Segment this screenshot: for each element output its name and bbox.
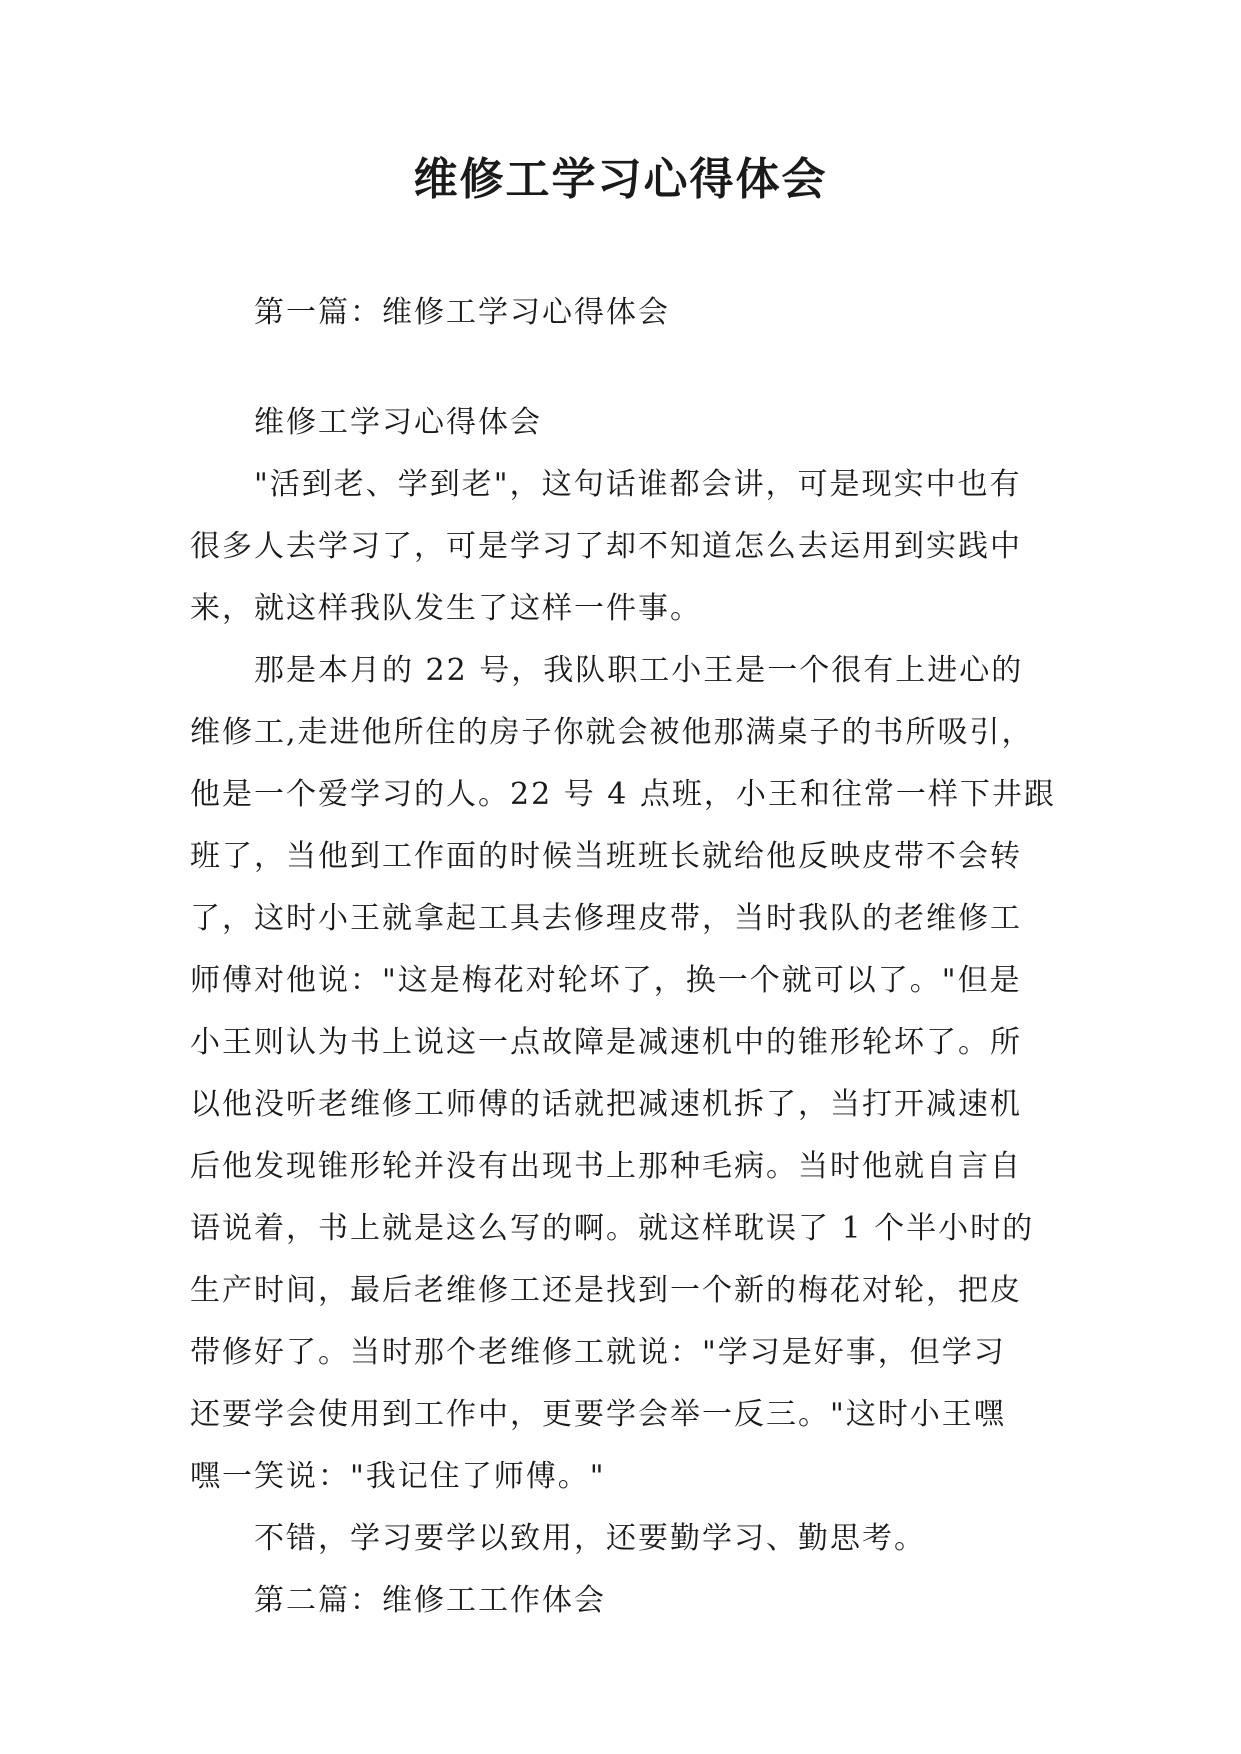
paragraph-line: 嘿一笑说："我记住了师傅。" [190, 1459, 606, 1494]
paragraph-line: 带修好了。当时那个老维修工就说："学习是好事，但学习 [190, 1335, 1006, 1370]
paragraph-line: 还要学会使用到工作中，更要学会举一反三。"这时小王嘿 [190, 1397, 1006, 1432]
document-body [190, 282, 1056, 1632]
paragraph-line: 班了，当他到工作面的时候当班班长就给他反映皮带不会转 [190, 839, 1022, 874]
paragraph-line: 维修工,走进他所住的房子你就会被他那满桌子的书所吸引， [190, 715, 1034, 750]
paragraph-2 [190, 640, 1056, 1508]
document-title: 维修工学习心得体会 [413, 154, 828, 205]
section2-heading: 第二篇：维修工工作体会 [254, 1583, 606, 1618]
article-subtitle: 维修工学习心得体会 [254, 405, 542, 440]
paragraph-line: "活到老、学到老"，这句话谁都会讲，可是现实中也有 [254, 467, 1022, 502]
paragraph-line: 来，就这样我队发生了这样一件事。 [190, 591, 702, 626]
paragraph-line: 师傅对他说："这是梅花对轮坏了，换一个就可以了。"但是 [190, 963, 1022, 998]
paragraph-line: 语说着，书上就是这么写的啊。就这样耽误了 1 个半小时的 [190, 1211, 1035, 1246]
spacer [190, 344, 1050, 392]
paragraph-1 [190, 454, 1050, 640]
paragraph-line: 小王则认为书上说这一点故障是减速机中的锥形轮坏了。所 [190, 1025, 1022, 1060]
paragraph-line: 他是一个爱学习的人。22 号 4 点班，小王和往常一样下井跟 [190, 777, 1056, 812]
paragraph-line: 了，这时小王就拿起工具去修理皮带，当时我队的老维修工 [190, 901, 1022, 936]
paragraph-line: 那是本月的 22 号，我队职工小王是一个很有上进心的 [254, 653, 1024, 688]
paragraph-3: 不错，学习要学以致用，还要勤学习、勤思考。 [254, 1521, 926, 1556]
paragraph-line: 后他发现锥形轮并没有出现书上那种毛病。当时他就自言自 [190, 1149, 1022, 1184]
paragraph-line: 生产时间，最后老维修工还是找到一个新的梅花对轮，把皮 [190, 1273, 1022, 1308]
section1-heading: 第一篇：维修工学习心得体会 [254, 295, 670, 330]
paragraph-line: 以他没听老维修工师傅的话就把减速机拆了，当打开减速机 [190, 1087, 1022, 1122]
paragraph-line: 很多人去学习了，可是学习了却不知道怎么去运用到实践中 [190, 529, 1022, 564]
